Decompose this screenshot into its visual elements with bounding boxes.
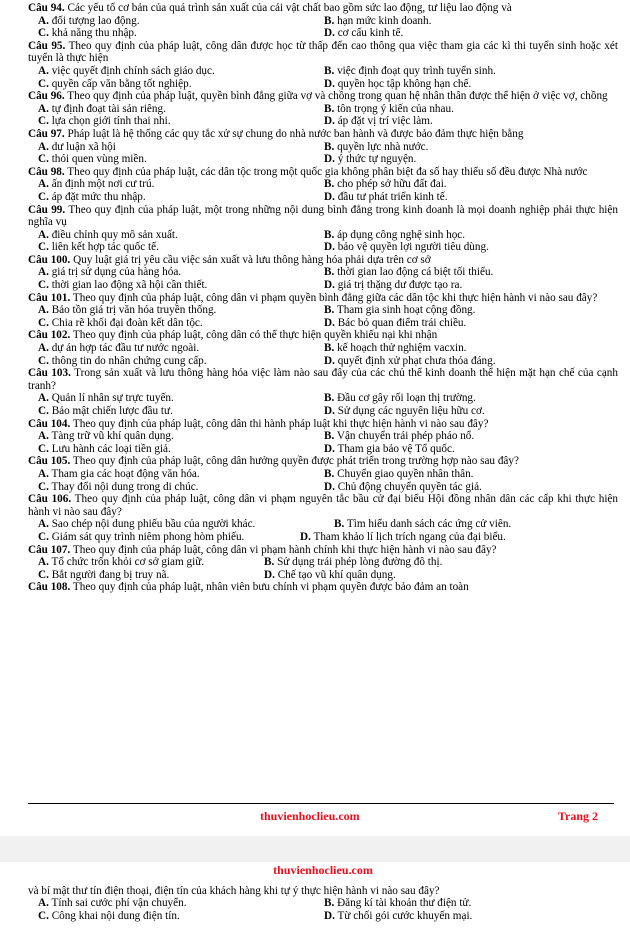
option-b: B. cho phép sở hữu đất đai. xyxy=(324,178,447,191)
question-number: Câu 105. xyxy=(28,455,71,468)
option-d: D. đầu tư phát triển kinh tế. xyxy=(324,190,448,203)
option-c: C. thói quen vùng miền. xyxy=(38,153,147,166)
question-stem xyxy=(28,292,618,305)
question-text: Theo quy định của pháp luật, nhân viên bưu chính vi phạm quyền được bảo đảm an toàn xyxy=(72,581,469,594)
question-number: Câu 106. xyxy=(28,493,72,506)
option-a: A. điều chỉnh quy mô sản xuất. xyxy=(38,228,178,241)
option-a: A. Quản lí nhân sự trực tuyến. xyxy=(38,392,174,405)
option-b: B. Vận chuyển trái phép pháo nổ. xyxy=(324,430,475,443)
question-number: Câu 99. xyxy=(28,203,66,216)
option-d: D. Chế tạo vũ khí quân dụng. xyxy=(264,568,396,581)
question-number: Câu 95. xyxy=(28,39,66,52)
question-text: Pháp luật là hệ thống các quy tắc xử sự chung do nhà nước ban hành và được bảo đảm thực hiện bằng xyxy=(67,127,524,140)
option-a: A. dự án hợp tác đầu tư nước ngoài. xyxy=(38,342,200,355)
question-text: Các yếu tố cơ bản của quá trình sản xuất của cải vật chất bao gồm sức lao động, tư liệu lao động và xyxy=(67,2,512,14)
option-c: C. Bắt người đang bị truy nã. xyxy=(38,568,170,581)
question-text: Quy luật giá trị yêu cầu việc sản xuất và lưu thông hàng hóa phải dựa trên cơ sở xyxy=(73,253,431,266)
question-stem xyxy=(28,204,618,229)
question-stem xyxy=(28,367,618,392)
question-block xyxy=(28,292,618,330)
option-c: C. Thay đổi nội dung trong di chúc. xyxy=(38,480,199,493)
option-d: D. quyền học tập không hạn chế. xyxy=(324,77,472,90)
option-d: D. bảo vệ quyền lợi người tiêu dùng. xyxy=(324,241,489,254)
option-a: A. Tàng trữ vũ khí quân dụng. xyxy=(38,430,174,443)
option-b: B. kế hoạch thử nghiệm vacxin. xyxy=(324,342,467,355)
question-stem xyxy=(28,128,618,141)
question-block xyxy=(28,128,618,166)
question-text: Theo quy định của pháp luật, công dân thi hành pháp luật khi thực hiện hành vi nào sau đây? xyxy=(72,417,489,430)
option-a: A. Tổ chức trốn khỏi cơ sở giam giữ. xyxy=(38,556,205,569)
question-number: Câu 98. xyxy=(28,165,65,178)
option-c: C. thời gian lao động xã hội cần thiết. xyxy=(38,279,208,292)
question-text: Theo quy định của pháp luật, công dân hưởng quyền được phát triển trong trường hợp nào sau đây? xyxy=(72,455,519,468)
option-d: D. Bác bỏ quan điểm trái chiều. xyxy=(324,316,467,329)
question-stem xyxy=(28,329,618,342)
question-number: Câu 100. xyxy=(28,253,71,266)
option-c: C. Chia rẽ khối đại đoàn kết dân tộc. xyxy=(38,316,203,329)
question-text: Theo quy định của pháp luật, các dân tộc trong một quốc gia không phân biệt đa số hay thiểu số đều được Nhà nước xyxy=(67,165,588,178)
question-text: Trong sản xuất và lưu thông hàng hóa việc làm nào sau đây của các chủ thể kinh doanh thể hiện mặt hạn chế của cạnh tranh? xyxy=(28,367,618,392)
option-c: C. Giám sát quy trình niêm phong hòm phiếu. xyxy=(38,530,245,543)
question-stem xyxy=(28,254,618,267)
question-stem xyxy=(28,493,618,518)
option-b: B. hạn mức kinh doanh. xyxy=(324,14,432,27)
question-block xyxy=(28,544,618,582)
next-page xyxy=(28,864,618,922)
question-text: Theo quy định của pháp luật, công dân vi phạm nguyên tắc bầu cử đại biểu Hội đồng nhân dân các cấp khi thực hiện hành vi nào sau đây? xyxy=(28,493,618,518)
option-d: D. Từ chối gói cước khuyến mại. xyxy=(324,909,473,922)
option-c: C. thông tin do nhân chứng cung cấp. xyxy=(38,354,207,367)
page-number: Trang 2 xyxy=(557,809,598,823)
option-a: A. việc quyết định chính sách giáo dục. xyxy=(38,64,215,77)
option-c: C. khả năng thu nhập. xyxy=(38,27,137,40)
option-c: C. Lưu hành các loại tiền giả. xyxy=(38,442,171,455)
question-text: Theo quy định của pháp luật, công dân được học từ thấp đến cao thông qua việc tham gia các kì thi tuyển sinh hoặc xét tuyển là thực hiện xyxy=(28,39,618,65)
option-d: D. quyết định xử phạt chưa thỏa đáng. xyxy=(324,354,496,367)
option-d: D. áp đặt vị trí việc làm. xyxy=(324,115,433,128)
option-a: A. Tham gia các hoạt động văn hóa. xyxy=(38,467,200,480)
question-number: Câu 104. xyxy=(28,417,71,430)
question-block xyxy=(28,455,618,493)
option-c: C. Bảo mật chiến lược đầu tư. xyxy=(38,405,173,417)
question-stem xyxy=(28,418,618,431)
header-site-link[interactable]: thuvienhoclieu.com xyxy=(273,863,373,877)
question-number: Câu 102. xyxy=(28,329,71,342)
question-block xyxy=(28,367,618,417)
question-block xyxy=(28,581,618,594)
question-continuation: và bí mật thư tín điện thoại, điện tín của khách hàng khi tự ý thực hiện hành vi nào sau đây? xyxy=(28,884,440,897)
question-stem xyxy=(28,166,618,179)
option-a: A. Tính sai cước phí vận chuyển. xyxy=(38,897,187,910)
option-b: B. việc định đoạt quy trình tuyển sinh. xyxy=(324,64,496,77)
option-d: D. Chủ động chuyển quyền tác giả. xyxy=(324,480,482,493)
option-c: C. áp đặt mức thu nhập. xyxy=(38,190,146,203)
option-b: B. Sử dụng trái phép lòng đường đô thị. xyxy=(264,556,443,569)
question-number: Câu 101. xyxy=(28,291,71,304)
question-block xyxy=(28,254,618,292)
question-number: Câu 97. xyxy=(28,127,65,140)
page-footer xyxy=(28,810,614,824)
question-block xyxy=(28,493,618,543)
question-number: Câu 108. xyxy=(28,581,71,594)
option-c: C. liên kết hợp tác quốc tế. xyxy=(38,241,159,254)
page-break xyxy=(0,836,630,862)
option-a: A. đối tượng lao động. xyxy=(38,14,140,27)
question-stem xyxy=(28,40,618,65)
question-stem xyxy=(28,455,618,468)
question-text: Theo quy định của pháp luật, công dân vi phạm quyền bình đẳng giữa các dân tộc khi thực hiện hành vi nào sau đây? xyxy=(72,291,598,304)
question-block xyxy=(28,418,618,456)
option-a: A. dư luận xã hội xyxy=(38,140,116,153)
option-a: A. Sao chép nội dung phiếu bầu của người khác. xyxy=(38,518,256,531)
question-block xyxy=(28,2,618,40)
option-d: D. Tham khảo lí lịch trích ngang của đại biểu. xyxy=(300,530,506,543)
footer-site-link[interactable]: thuvienhoclieu.com xyxy=(260,809,360,823)
question-block xyxy=(28,329,618,367)
question-stem xyxy=(28,2,618,15)
option-a: A. ấn định một nơi cư trú. xyxy=(38,178,155,191)
option-b: B. Chuyển giao quyền nhân thân. xyxy=(324,467,474,480)
option-d: D. cơ cấu kinh tế. xyxy=(324,27,404,40)
question-text: Theo quy định của pháp luật, công dân vi phạm hành chính khi thực hiện hành vi nào sau đây? xyxy=(72,543,497,556)
option-b: B. tôn trọng ý kiến của nhau. xyxy=(324,102,454,115)
question-list xyxy=(28,2,618,594)
question-number: Câu 103. xyxy=(28,367,71,380)
question-number: Câu 107. xyxy=(28,543,71,556)
option-d: D. ý thức tự nguyện. xyxy=(324,153,417,166)
question-block xyxy=(28,40,618,90)
option-b: B. Đăng kí tài khoản thư điện tử. xyxy=(324,897,472,910)
question-number: Câu 94. xyxy=(28,2,65,14)
option-b: B. Tham gia sinh hoạt cộng đồng. xyxy=(324,304,476,317)
option-b: B. Đầu cơ gây rối loạn thị trường. xyxy=(324,392,476,405)
option-d: D. Tham gia bảo vệ Tổ quốc. xyxy=(324,442,455,455)
option-a: A. giá trị sử dụng của hàng hóa. xyxy=(38,266,182,279)
option-b: B. áp dụng công nghệ sinh học. xyxy=(324,228,466,241)
question-text: Theo quy định của pháp luật, một trong những nội dung bình đẳng trong kinh doanh là mọi doanh nghiệp phải thực hiện nghĩa vụ xyxy=(28,203,618,229)
question-stem xyxy=(28,581,618,594)
option-c: C. quyền cấp văn bằng tốt nghiệp. xyxy=(38,77,192,90)
question-block xyxy=(28,204,618,254)
question-stem xyxy=(28,544,618,557)
question-number: Câu 96. xyxy=(28,90,65,103)
option-a: A. tự định đoạt tài sản riêng. xyxy=(38,102,166,115)
option-c: C. Công khai nội dung điện tín. xyxy=(38,909,180,922)
option-b: B. quyền lực nhà nước. xyxy=(324,140,429,153)
option-b: B. thời gian lao động cá biệt tối thiểu. xyxy=(324,266,494,279)
option-d: D. Sử dụng các nguyên liệu hữu cơ. xyxy=(324,405,485,417)
question-block xyxy=(28,90,618,128)
option-a: A. Bảo tồn giá trị văn hóa truyền thống. xyxy=(38,304,217,317)
option-b: B. Tìm hiểu danh sách các ứng cử viên. xyxy=(334,518,512,531)
question-block xyxy=(28,166,618,204)
option-c: C. lựa chọn giới tính thai nhi. xyxy=(38,115,171,128)
question-text: Theo quy định của pháp luật, quyền bình đẳng giữa vợ và chồng trong quan hệ nhân thân được thể hiện ở việc vợ, chồng xyxy=(67,90,608,103)
option-d: D. giá trị thặng dư được tạo ra. xyxy=(324,279,463,292)
question-text: Theo quy định của pháp luật, công dân có thể thực hiện quyền khiếu nại khi nhận xyxy=(72,329,438,342)
question-stem xyxy=(28,90,618,103)
footer-rule xyxy=(28,803,614,804)
